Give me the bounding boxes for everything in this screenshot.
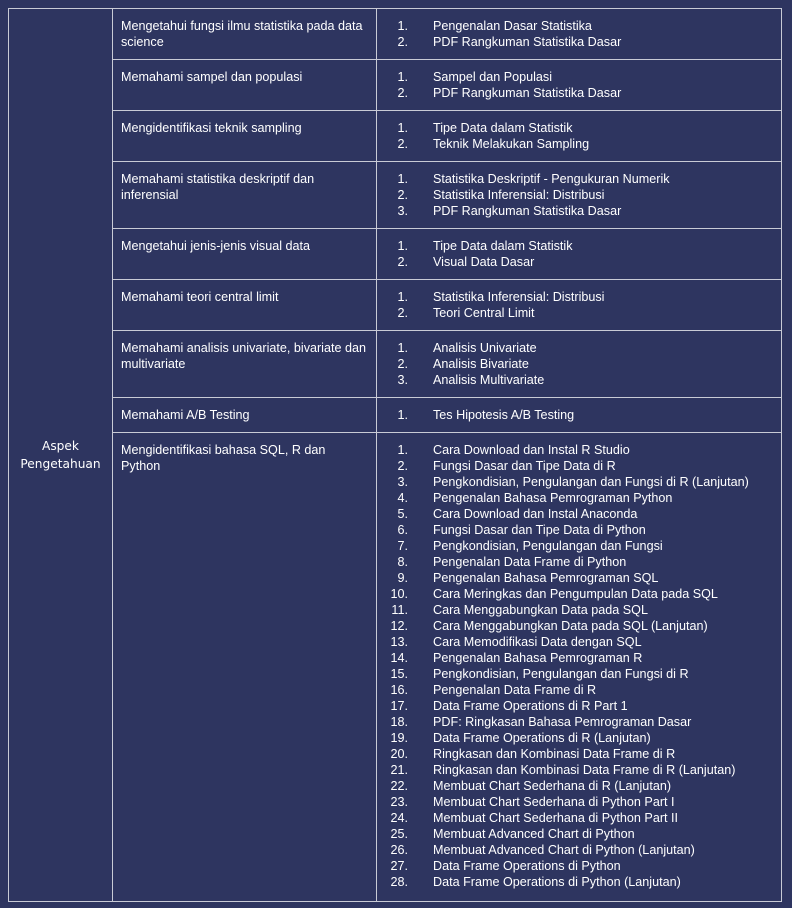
topic-cell <box>377 162 782 229</box>
list-item-text: Fungsi Dasar dan Tipe Data di R <box>433 459 616 473</box>
list-item <box>377 474 775 490</box>
topic-list <box>377 18 775 50</box>
list-item-text: Membuat Advanced Chart di Python <box>433 827 635 841</box>
topic-cell <box>377 331 782 398</box>
list-item <box>377 602 775 618</box>
list-item-text: Pengkondisian, Pengulangan dan Fungsi <box>433 539 663 553</box>
list-item-text: Membuat Chart Sederhana di R (Lanjutan) <box>433 779 672 793</box>
list-item <box>377 458 775 474</box>
list-item-text: PDF: Ringkasan Bahasa Pemrograman Dasar <box>433 715 692 729</box>
list-item-number: 17. <box>390 699 408 713</box>
list-item-text: Data Frame Operations di R Part 1 <box>433 699 628 713</box>
list-item-text: Analisis Multivariate <box>433 373 545 387</box>
list-item-text: Pengenalan Bahasa Pemrograman SQL <box>433 571 659 585</box>
list-item-text: Data Frame Operations di Python (Lanjutan) <box>433 875 681 889</box>
list-item-number: 20. <box>390 747 408 761</box>
list-item <box>377 618 775 634</box>
list-item-number: 16. <box>390 683 408 697</box>
table-row <box>9 9 782 60</box>
list-item <box>377 842 775 858</box>
list-item-number: 11. <box>391 603 408 617</box>
list-item-text: Pengenalan Data Frame di R <box>433 683 597 697</box>
list-item <box>377 762 775 778</box>
list-item-text: Cara Download dan Instal Anaconda <box>433 507 638 521</box>
list-item-text: Cara Memodifikasi Data dengan SQL <box>433 635 642 649</box>
list-item <box>377 442 775 458</box>
list-item-number: 27. <box>390 859 408 873</box>
list-item-text: Cara Meringkas dan Pengumpulan Data pada SQL <box>433 587 718 601</box>
topic-cell <box>377 398 782 433</box>
learning-objective: Memahami statistika deskriptif dan inferensial <box>113 162 377 229</box>
list-item <box>377 554 775 570</box>
list-item <box>377 586 775 602</box>
list-item-number: 26. <box>390 843 408 857</box>
table-row <box>9 398 782 433</box>
list-item-number: 4. <box>397 491 408 505</box>
table-row <box>9 433 782 902</box>
list-item-number: 5. <box>397 507 408 521</box>
list-item-text: PDF Rangkuman Statistika Dasar <box>433 86 622 100</box>
aspect-label: Aspek Pengetahuan <box>9 9 113 902</box>
list-item <box>377 666 775 682</box>
learning-objective: Mengidentifikasi bahasa SQL, R dan Python <box>113 433 377 902</box>
list-item-text: Teori Central Limit <box>433 306 535 320</box>
table-row <box>9 162 782 229</box>
list-item-text: Statistika Deskriptif - Pengukuran Numerik <box>433 172 670 186</box>
list-item-number: 6. <box>397 523 408 537</box>
list-item <box>377 778 775 794</box>
list-item-number: 2. <box>397 357 408 371</box>
list-item <box>377 85 775 101</box>
list-item <box>377 407 775 423</box>
learning-objective: Mengidentifikasi teknik sampling <box>113 111 377 162</box>
list-item-text: Statistika Inferensial: Distribusi <box>433 188 605 202</box>
list-item-number: 1. <box>397 443 408 457</box>
topic-list <box>377 289 775 321</box>
learning-objective: Memahami sampel dan populasi <box>113 60 377 111</box>
list-item-number: 2. <box>397 35 408 49</box>
topic-list <box>377 171 775 219</box>
list-item-text: Tes Hipotesis A/B Testing <box>433 408 575 422</box>
list-item <box>377 730 775 746</box>
list-item <box>377 340 775 356</box>
list-item <box>377 714 775 730</box>
list-item-text: Pengkondisian, Pengulangan dan Fungsi di R <box>433 667 689 681</box>
list-item-text: Membuat Advanced Chart di Python (Lanjutan) <box>433 843 695 857</box>
list-item-number: 2. <box>397 137 408 151</box>
list-item-text: Visual Data Dasar <box>433 255 535 269</box>
list-item <box>377 136 775 152</box>
list-item-number: 3. <box>397 475 408 489</box>
list-item-number: 2. <box>397 188 408 202</box>
list-item-text: Ringkasan dan Kombinasi Data Frame di R (Lanjutan) <box>433 763 736 777</box>
topic-list <box>377 69 775 101</box>
list-item-text: Pengenalan Dasar Statistika <box>433 19 592 33</box>
list-item <box>377 203 775 219</box>
list-item-text: Data Frame Operations di Python <box>433 859 621 873</box>
list-item-number: 1. <box>397 172 408 186</box>
list-item-number: 22. <box>390 779 408 793</box>
learning-objective: Memahami analisis univariate, bivariate dan multivariate <box>113 331 377 398</box>
list-item <box>377 698 775 714</box>
list-item <box>377 634 775 650</box>
list-item-text: Pengkondisian, Pengulangan dan Fungsi di R (Lanjutan) <box>433 475 749 489</box>
list-item-number: 18. <box>390 715 408 729</box>
topic-list <box>377 340 775 388</box>
list-item-text: Membuat Chart Sederhana di Python Part II <box>433 811 679 825</box>
list-item-number: 3. <box>397 204 408 218</box>
list-item-number: 14. <box>390 651 408 665</box>
list-item-text: Fungsi Dasar dan Tipe Data di Python <box>433 523 646 537</box>
list-item-number: 13. <box>390 635 408 649</box>
learning-objective: Mengetahui jenis-jenis visual data <box>113 229 377 280</box>
list-item-number: 15. <box>390 667 408 681</box>
list-item-text: Pengenalan Bahasa Pemrograman R <box>433 651 643 665</box>
list-item <box>377 650 775 666</box>
list-item-number: 1. <box>397 290 408 304</box>
topic-list <box>377 442 775 890</box>
list-item-text: Pengenalan Data Frame di Python <box>433 555 627 569</box>
list-item-text: PDF Rangkuman Statistika Dasar <box>433 204 622 218</box>
list-item-number: 1. <box>397 19 408 33</box>
list-item-text: Cara Menggabungkan Data pada SQL <box>433 603 648 617</box>
list-item <box>377 187 775 203</box>
list-item-number: 1. <box>397 408 408 422</box>
list-item <box>377 305 775 321</box>
list-item <box>377 826 775 842</box>
list-item <box>377 356 775 372</box>
topic-cell <box>377 229 782 280</box>
table-row <box>9 60 782 111</box>
list-item <box>377 372 775 388</box>
topic-list <box>377 238 775 270</box>
list-item <box>377 794 775 810</box>
table-row <box>9 331 782 398</box>
topic-cell <box>377 60 782 111</box>
topic-cell <box>377 280 782 331</box>
list-item-text: Cara Download dan Instal R Studio <box>433 443 630 457</box>
list-item-text: Analisis Bivariate <box>433 357 529 371</box>
list-item-number: 28. <box>390 875 408 889</box>
list-item-number: 1. <box>397 121 408 135</box>
list-item-text: PDF Rangkuman Statistika Dasar <box>433 35 622 49</box>
list-item <box>377 810 775 826</box>
list-item <box>377 570 775 586</box>
list-item-number: 2. <box>397 86 408 100</box>
topic-list <box>377 120 775 152</box>
list-item-text: Teknik Melakukan Sampling <box>433 137 590 151</box>
list-item-number: 2. <box>397 306 408 320</box>
list-item <box>377 238 775 254</box>
list-item-text: Ringkasan dan Kombinasi Data Frame di R <box>433 747 676 761</box>
list-item-number: 3. <box>397 373 408 387</box>
list-item-text: Tipe Data dalam Statistik <box>433 121 573 135</box>
list-item-number: 25. <box>390 827 408 841</box>
table-row <box>9 280 782 331</box>
list-item <box>377 289 775 305</box>
topic-cell <box>377 433 782 902</box>
list-item <box>377 254 775 270</box>
list-item <box>377 522 775 538</box>
list-item-text: Sampel dan Populasi <box>433 70 553 84</box>
list-item-number: 1. <box>397 239 408 253</box>
list-item-number: 2. <box>397 459 408 473</box>
list-item-text: Data Frame Operations di R (Lanjutan) <box>433 731 651 745</box>
table-row <box>9 111 782 162</box>
curriculum-table <box>8 8 782 902</box>
list-item <box>377 490 775 506</box>
learning-objective: Memahami teori central limit <box>113 280 377 331</box>
learning-objective: Mengetahui fungsi ilmu statistika pada data science <box>113 9 377 60</box>
list-item-number: 8. <box>397 555 408 569</box>
list-item <box>377 682 775 698</box>
topic-list <box>377 407 775 423</box>
list-item-text: Cara Menggabungkan Data pada SQL (Lanjutan) <box>433 619 708 633</box>
list-item <box>377 506 775 522</box>
list-item <box>377 120 775 136</box>
list-item <box>377 858 775 874</box>
list-item-number: 9. <box>397 571 408 585</box>
list-item <box>377 538 775 554</box>
topic-cell <box>377 111 782 162</box>
list-item-number: 7. <box>397 539 408 553</box>
list-item-number: 23. <box>390 795 408 809</box>
topic-cell <box>377 9 782 60</box>
list-item <box>377 171 775 187</box>
list-item <box>377 69 775 85</box>
list-item-text: Pengenalan Bahasa Pemrograman Python <box>433 491 673 505</box>
list-item-number: 19. <box>390 731 408 745</box>
list-item-number: 10. <box>390 587 408 601</box>
curriculum-table-body <box>9 9 782 902</box>
table-row <box>9 229 782 280</box>
list-item-number: 1. <box>397 70 408 84</box>
list-item-text: Analisis Univariate <box>433 341 537 355</box>
list-item-text: Tipe Data dalam Statistik <box>433 239 573 253</box>
list-item <box>377 746 775 762</box>
list-item-text: Statistika Inferensial: Distribusi <box>433 290 605 304</box>
learning-objective: Memahami A/B Testing <box>113 398 377 433</box>
list-item-text: Membuat Chart Sederhana di Python Part I <box>433 795 675 809</box>
list-item <box>377 874 775 890</box>
list-item-number: 21. <box>390 763 408 777</box>
list-item-number: 2. <box>397 255 408 269</box>
list-item-number: 24. <box>390 811 408 825</box>
list-item-number: 1. <box>397 341 408 355</box>
list-item <box>377 34 775 50</box>
list-item <box>377 18 775 34</box>
list-item-number: 12. <box>390 619 408 633</box>
